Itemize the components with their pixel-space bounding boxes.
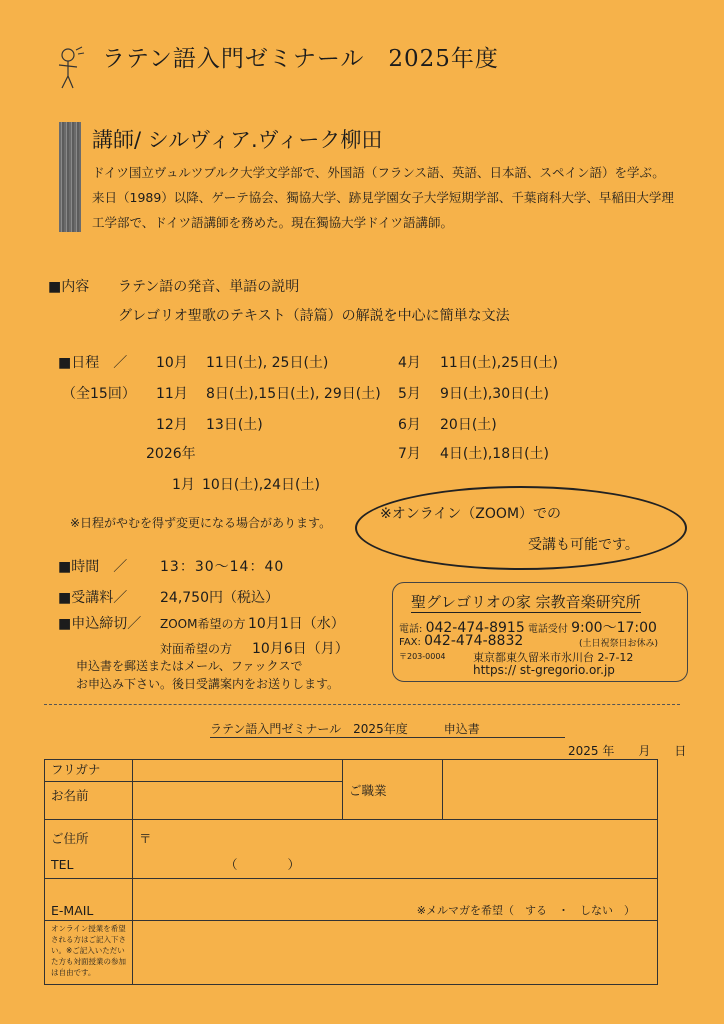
schedule-right-month: 6月 xyxy=(398,417,421,433)
fee-value: 24,750円（税込） xyxy=(160,590,279,606)
office-zip: 〒203-0004 xyxy=(399,652,446,661)
title-year: 2025年度 xyxy=(388,46,499,72)
furigana-label: フリガナ xyxy=(45,760,133,782)
deadline-inperson-date: 10月6日（月） xyxy=(252,641,349,657)
deadline-note-1: 申込書を郵送またはメール、ファックスで xyxy=(76,659,303,673)
cut-line xyxy=(44,704,680,705)
bio-line: 来日（1989）以降、ゲーテ協会、獨協大学、跡見学園女子大学短期学部、千葉商科大学、早稲田大学理 xyxy=(92,190,674,205)
office-address: 東京都東久留米市氷川台 2-7-12 xyxy=(473,651,634,664)
bio-line: 工学部で、ドイツ語講師を務めた。現在獨協大学ドイツ語講師。 xyxy=(92,215,454,230)
email-label: E-MAIL xyxy=(45,879,133,921)
email-field[interactable] xyxy=(133,879,658,921)
address-tel-field[interactable] xyxy=(133,820,658,879)
tel-label: TEL xyxy=(51,857,74,872)
schedule-right-days: 9日(土),30日(土) xyxy=(440,386,550,402)
instructor-bio xyxy=(92,160,682,235)
online-note-field[interactable] xyxy=(133,921,658,985)
schedule-left-month: 1月 xyxy=(172,477,195,493)
postal-mark: 〒 xyxy=(139,831,152,846)
occupation-label: ご職業 xyxy=(343,760,443,820)
schedule-left-days: 8日(土),15日(土), 29日(土) xyxy=(206,386,381,402)
schedule-count: （全15回） xyxy=(62,386,136,402)
schedule-right-month: 5月 xyxy=(398,386,421,402)
section-marker-bar xyxy=(59,122,81,232)
tel-label: 電話: xyxy=(399,624,423,635)
fax-number: 042-474-8832 xyxy=(424,633,524,649)
time-value: 13：30～14：40 xyxy=(160,559,285,575)
instructor-heading: 講師/ シルヴィア.ヴィーク柳田 xyxy=(92,128,383,152)
form-title: ラテン語入門ゼミナール 2025年度 申込書 xyxy=(210,720,565,738)
deadline-inperson-label: 対面希望の方 xyxy=(160,642,233,656)
content-label: ■内容 xyxy=(48,279,90,295)
schedule-left-days: 11日(土), 25日(土) xyxy=(206,355,329,371)
furigana-field[interactable] xyxy=(133,760,343,782)
fee-label: ■受講料／ xyxy=(58,590,128,606)
stick-figure-illustration xyxy=(56,46,86,92)
schedule-label: ■日程 ／ xyxy=(58,355,128,371)
schedule-left-month: 12月 xyxy=(156,417,188,433)
schedule-right-month: 4月 xyxy=(398,355,421,371)
schedule-right-month: 7月 xyxy=(398,446,421,462)
schedule-right-days: 20日(土) xyxy=(440,417,497,433)
online-line-1: ※オンライン（ZOOM）での xyxy=(380,506,562,522)
online-line-2: 受講も可能です。 xyxy=(528,537,639,553)
content-line-1: ラテン語の発音、単語の説明 xyxy=(118,279,300,295)
address-tel-labels xyxy=(45,820,133,879)
office-closed-note: (土日祝祭日お休み) xyxy=(579,639,659,649)
application-form xyxy=(44,759,658,985)
schedule-left-year: 2026年 xyxy=(146,446,196,462)
fax-label: FAX: xyxy=(399,637,421,648)
schedule-note: ※日程がやむを得ず変更になる場合があります。 xyxy=(70,516,332,530)
office-fax-row xyxy=(399,633,523,649)
schedule-right-days: 4日(土),18日(土) xyxy=(440,446,550,462)
hours-label: 電話受付 xyxy=(527,624,568,635)
deadline-note-2: お申込み下さい。後日受講案内をお送りします。 xyxy=(76,677,340,691)
page-title xyxy=(102,40,499,73)
time-label: ■時間 ／ xyxy=(58,559,128,575)
name-field[interactable] xyxy=(133,782,343,820)
schedule-right-days: 11日(土),25日(土) xyxy=(440,355,558,371)
title-text: ラテン語入門ゼミナール xyxy=(102,46,365,72)
deadline-label: ■申込締切／ xyxy=(58,616,142,632)
schedule-left-month: 10月 xyxy=(156,355,188,371)
schedule-left-month: 11月 xyxy=(156,386,188,402)
office-url: https:// st-gregorio.or.jp xyxy=(473,663,615,677)
bio-line: ドイツ国立ヴュルツブルク大学文学部で、外国語（フランス語、英語、日本語、スペイン語）を学ぶ。 xyxy=(92,165,665,180)
schedule-left-days: 13日(土) xyxy=(206,417,263,433)
online-notice-ellipse xyxy=(355,486,687,570)
deadline-zoom-label: ZOOM希望の方 xyxy=(160,617,246,631)
address-label: ご住所 xyxy=(51,831,89,846)
office-name: 聖グレゴリオの家 宗教音楽研究所 xyxy=(411,593,641,611)
tel-paren: （ ） xyxy=(225,857,301,872)
deadline-zoom-date: 10月1日（水） xyxy=(248,616,345,632)
occupation-field[interactable] xyxy=(443,760,658,820)
hours-value: 9:00～17:00 xyxy=(571,620,657,636)
form-date: 2025 年 月 日 xyxy=(568,744,687,758)
tel-number: 042-474-8915 xyxy=(425,620,525,636)
schedule-left-days: 10日(土),24日(土) xyxy=(202,477,320,493)
content-line-2: グレゴリオ聖歌のテキスト（詩篇）の解説を中心に簡単な文法 xyxy=(118,308,510,324)
newsletter-choice[interactable]: ※メルマガを希望（ する ・ しない ） xyxy=(416,904,635,917)
office-contact-box xyxy=(392,582,688,682)
name-label: お名前 xyxy=(45,782,133,820)
online-note: オンライン授業を希望される方はご記入下さい。※ご記入いただいた方も対面授業の参加は自由です。 xyxy=(45,921,133,985)
